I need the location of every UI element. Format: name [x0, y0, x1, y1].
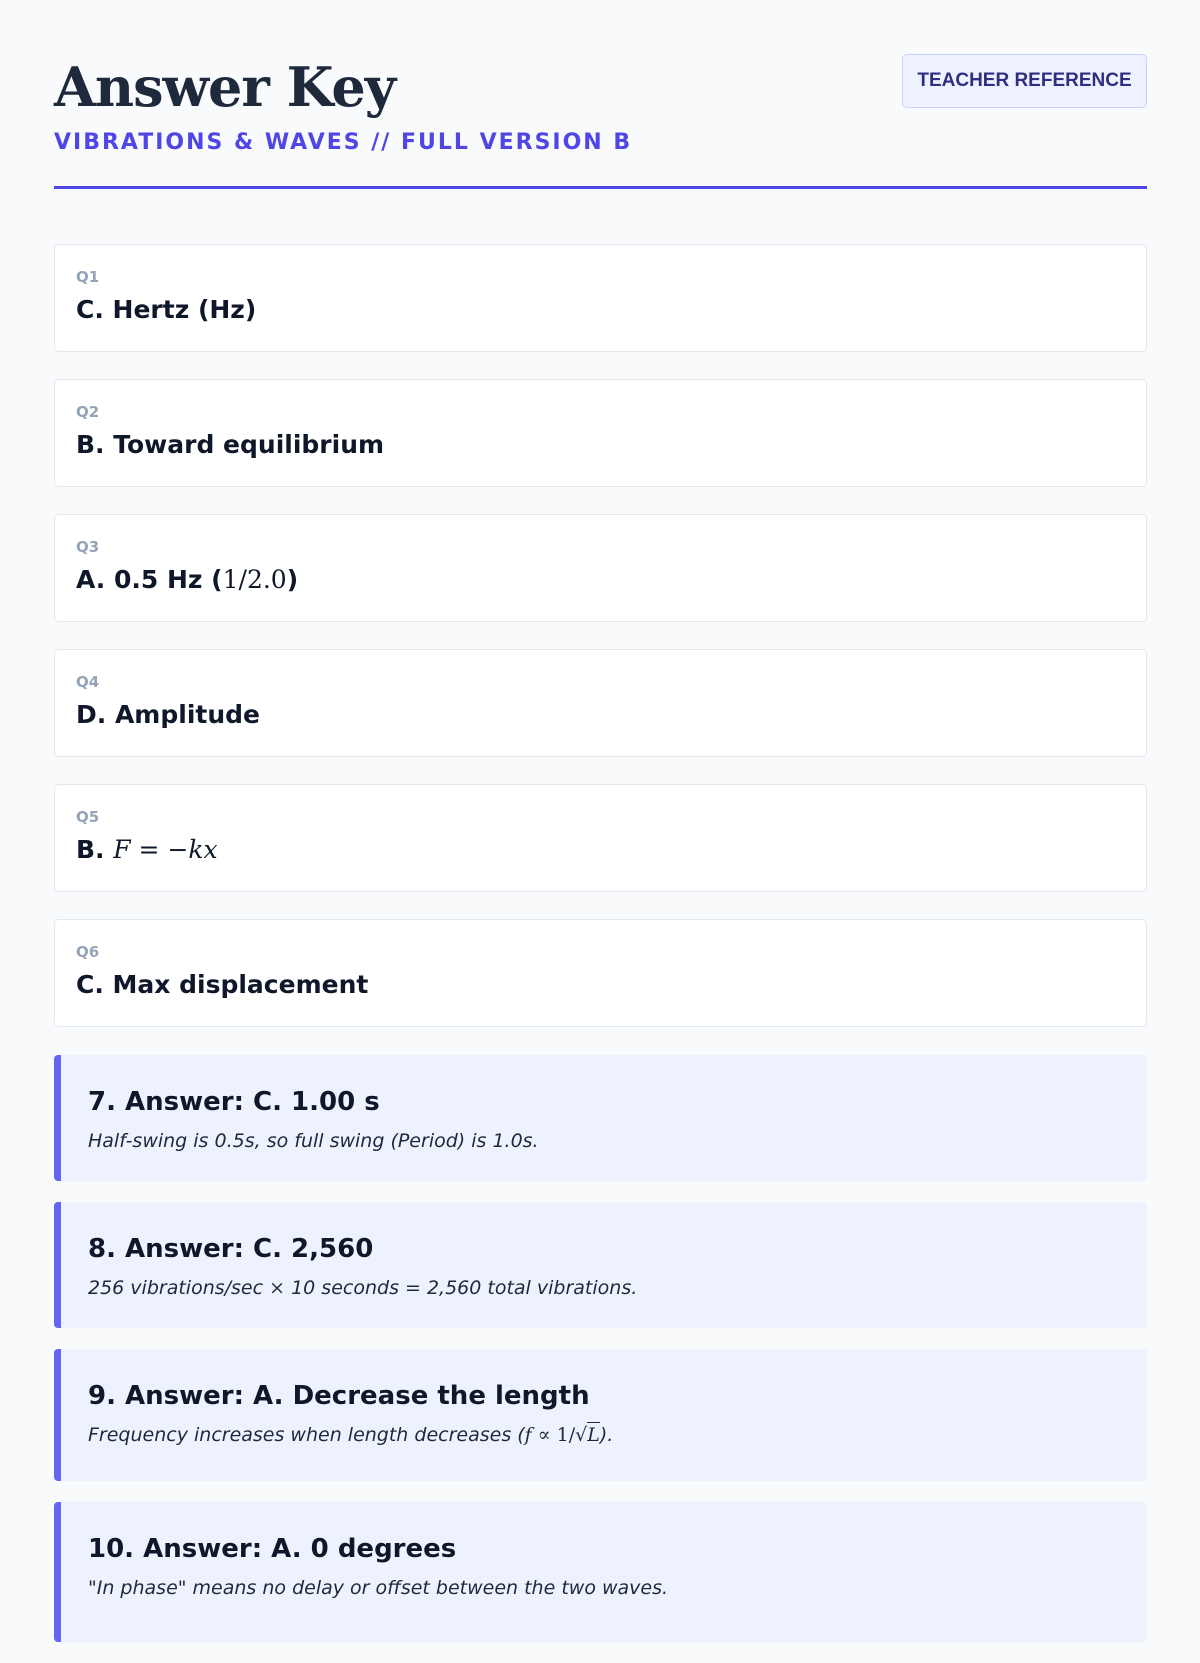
answer-text: D. Amplitude — [76, 700, 260, 729]
math-proportional: ∝ 1/√ — [531, 1424, 588, 1446]
answer-prefix: B. — [76, 835, 114, 864]
answer-card-q1 — [54, 244, 1147, 352]
question-label: Q6 — [76, 943, 100, 961]
explanation-title: 7. Answer: C. 1.00 s — [88, 1087, 380, 1117]
explanation-text-after: ). — [599, 1424, 614, 1446]
explanation-card-q8 — [54, 1202, 1147, 1328]
question-label: Q5 — [76, 808, 100, 826]
explanation-title: 8. Answer: C. 2,560 — [88, 1234, 374, 1264]
explanation-text — [88, 1275, 1147, 1301]
answer-card-q6 — [54, 919, 1147, 1027]
answer-text — [76, 563, 1146, 597]
answer-card-q2 — [54, 379, 1147, 487]
multiple-choice-answers — [54, 244, 1147, 1054]
answer-card-q5 — [54, 784, 1147, 892]
math-frequency: f — [524, 1424, 532, 1446]
answer-math: 1/2.0 — [222, 565, 287, 594]
answer-suffix: ) — [286, 565, 299, 594]
question-label: Q3 — [76, 538, 100, 556]
question-label: Q4 — [76, 673, 100, 691]
teacher-reference-badge: TEACHER REFERENCE — [902, 54, 1147, 108]
answer-text: C. Hertz (Hz) — [76, 295, 257, 324]
math-length: L — [587, 1424, 600, 1446]
explanation-card-q10 — [54, 1502, 1147, 1642]
question-label: Q2 — [76, 403, 100, 421]
page-header — [54, 0, 1147, 190]
explanation-text — [88, 1422, 1147, 1448]
answer-card-q4 — [54, 649, 1147, 757]
times-symbol: × — [269, 1277, 286, 1299]
answer-text: B. Toward equilibrium — [76, 430, 385, 459]
explanation-text-before: Frequency increases when length decreases ( — [88, 1424, 525, 1446]
question-label: Q1 — [76, 268, 100, 286]
explanation-card-q9 — [54, 1349, 1147, 1481]
explanation-title: 9. Answer: A. Decrease the length — [88, 1381, 590, 1411]
explanation-text: "In phase" means no delay or offset between the two waves. — [88, 1577, 669, 1599]
explanation-text: Half-swing is 0.5s, so full swing (Period) is 1.0s. — [88, 1130, 539, 1152]
explanation-title: 10. Answer: A. 0 degrees — [88, 1534, 457, 1564]
answer-text — [76, 833, 1146, 867]
explanation-card-q7 — [54, 1055, 1147, 1181]
answer-key-page — [54, 0, 1147, 1599]
page-title: Answer Key — [54, 55, 396, 119]
answer-math: F = −kx — [113, 835, 218, 864]
answer-prefix: A. 0.5 Hz ( — [76, 565, 223, 594]
header-divider — [54, 186, 1147, 189]
page-subtitle: VIBRATIONS & WAVES // FULL VERSION B — [54, 130, 633, 155]
answer-text: C. Max displacement — [76, 970, 369, 999]
explanation-text-before: 256 vibrations/sec — [88, 1277, 270, 1299]
explained-answers — [54, 1055, 1147, 1663]
explanation-text-after: 10 seconds = 2,560 total vibrations. — [285, 1277, 638, 1299]
answer-card-q3 — [54, 514, 1147, 622]
